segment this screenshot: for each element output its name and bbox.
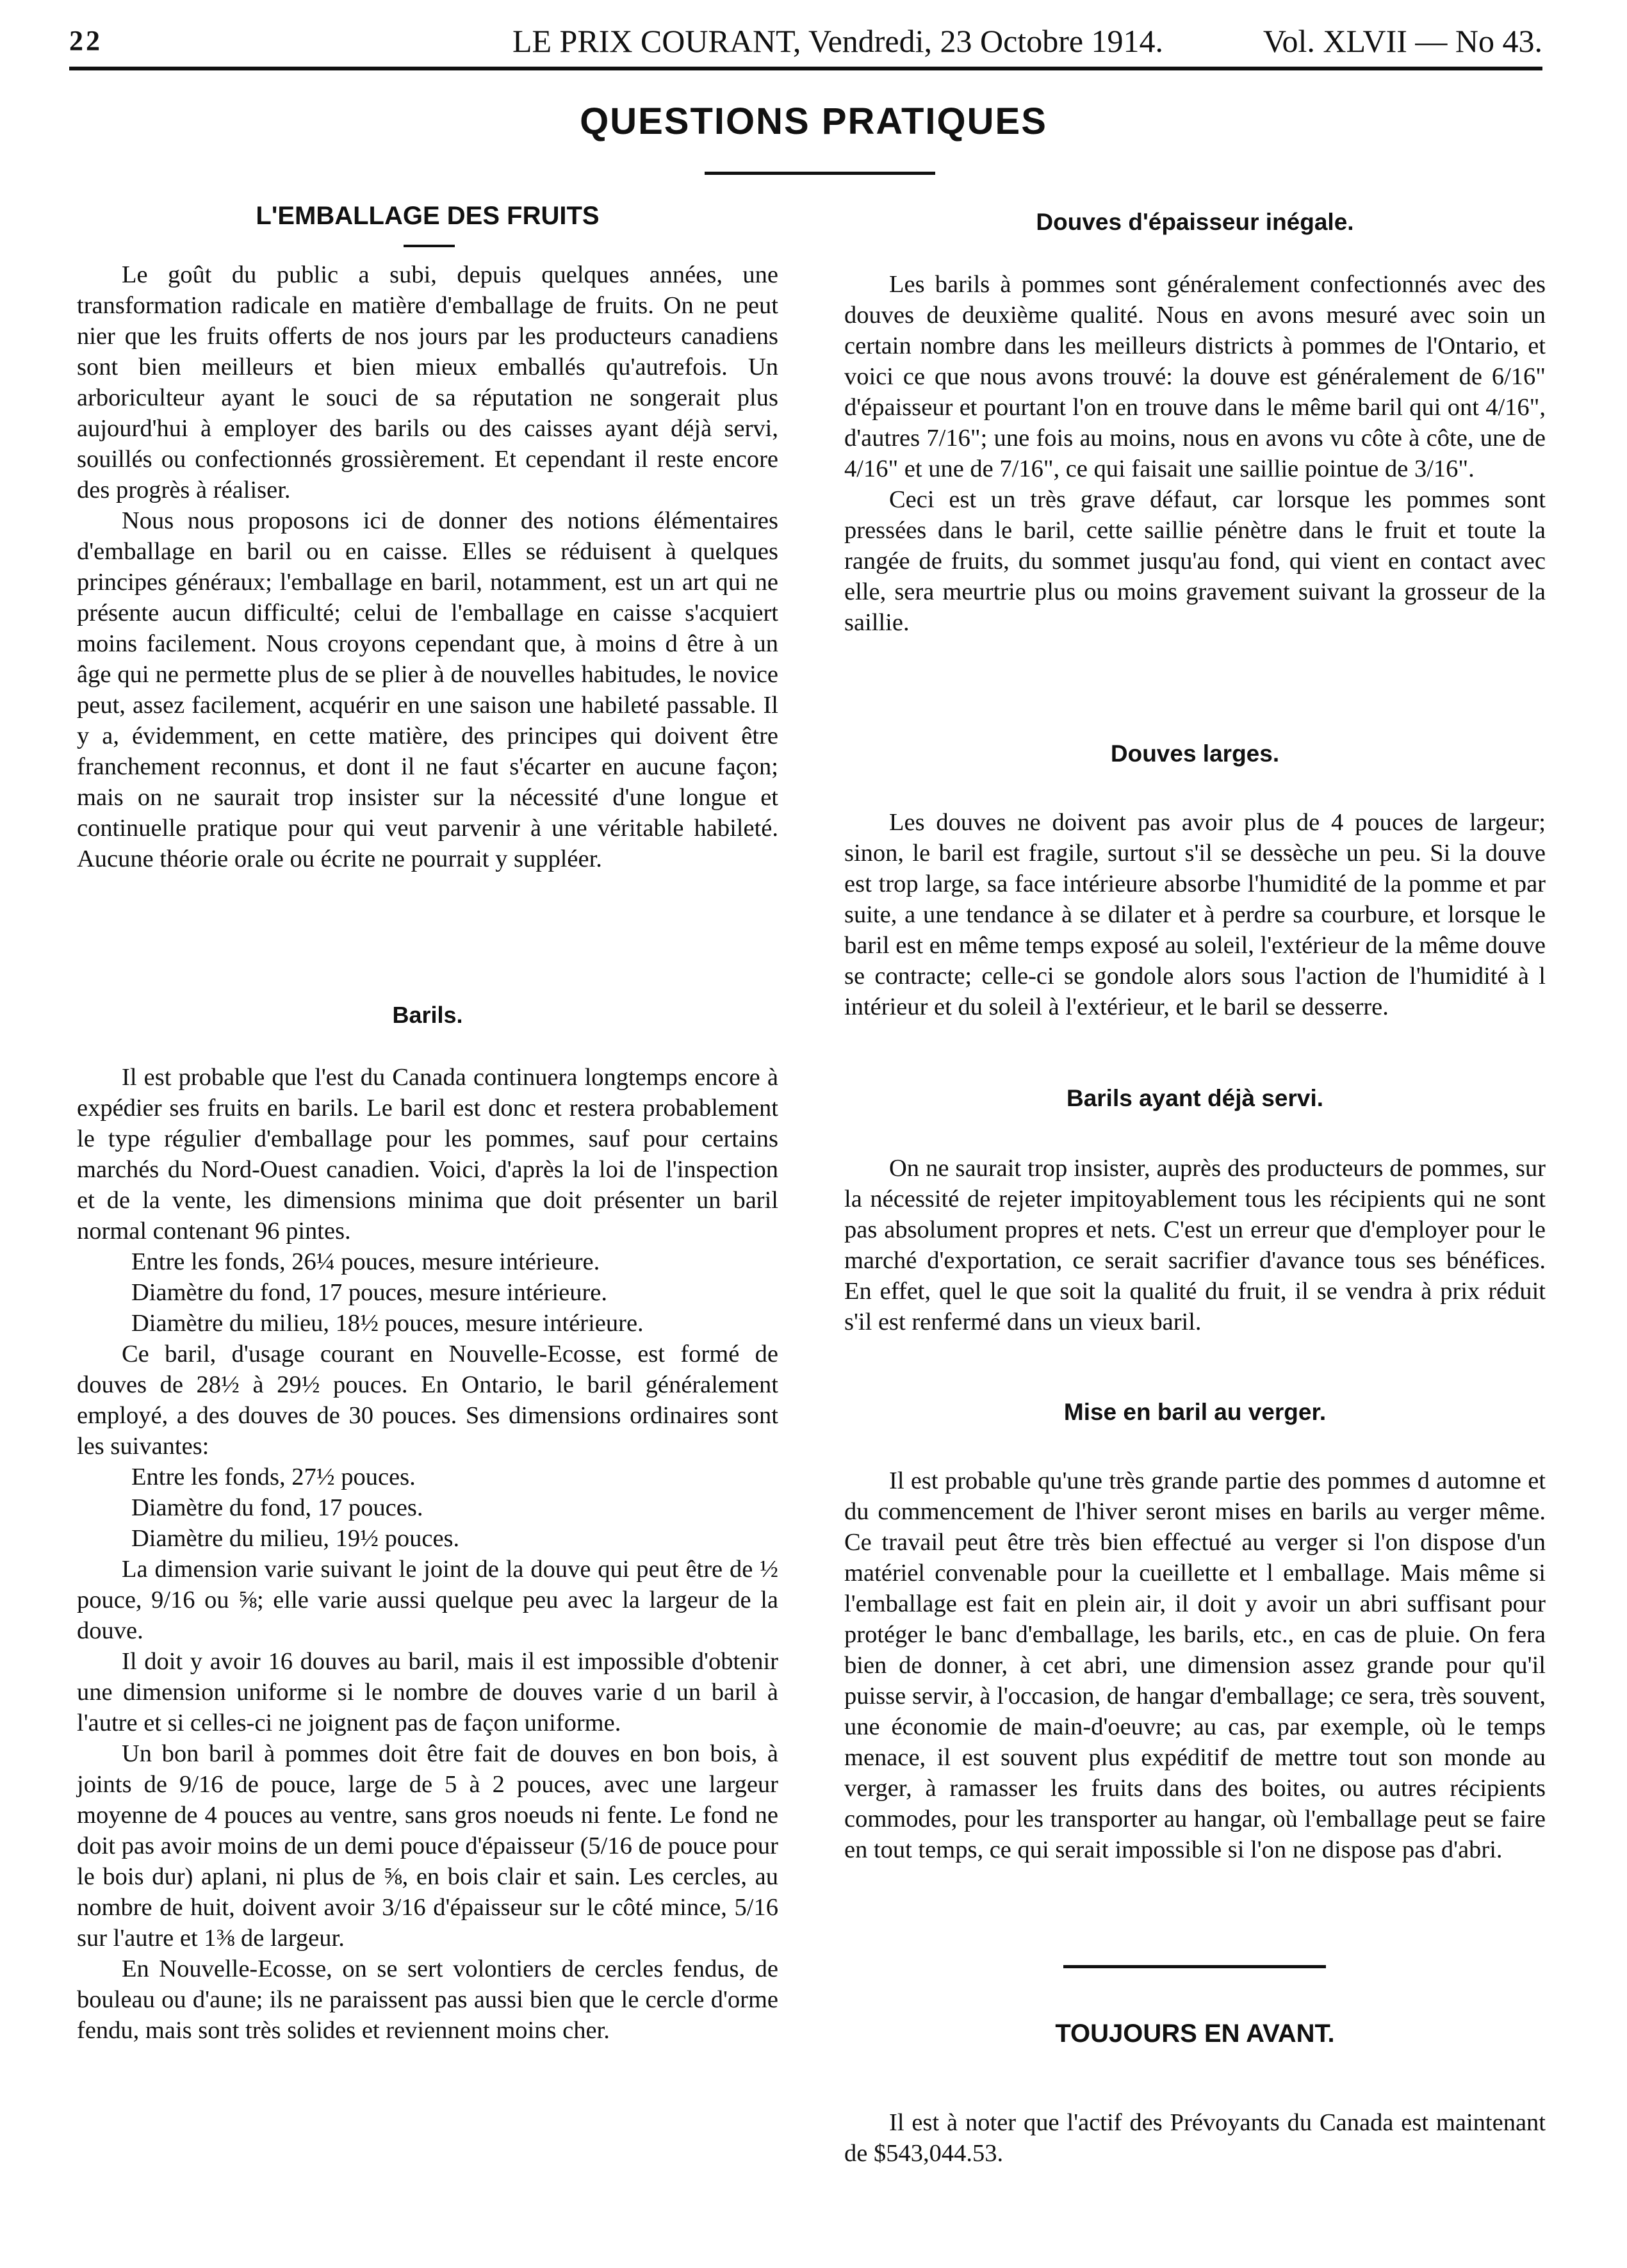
barils-paragraph: Il est probable que l'est du Canada continuera longtemps encore à expédier ses fruits en barils. Le baril est donc et restera probablement le type régulier d'emballage pour les pommes, sauf pour certains marchés du Nord-Ouest canadien. Voici, d'après la loi de l'inspection et de la vente, les dimensions minima que doit présenter un baril normal contenant 96 pintes. xyxy=(77,1064,778,1244)
intro-paragraph: Nous nous proposons ici de donner des notions élémentaires d'emballage en baril ou en caisse. Elles se réduisent à quelques principes généraux; l'emballage en baril, notamment, est un art qui ne présente aucun difficulté; celui de l'emballage en caisse s'acquiert moins facilement. Nous croyons cependant que, à moins d être à un âge qui ne permette plus de se plier à de nouvelles habitudes, le novice peut, assez facilement, acquérir en une saison une habileté passable. Il y a, évidemment, en cette matière, des principes qui doivent être franchement reconnus, et dont il ne faut s'écarter en aucune façon; mais on ne saurait trop insister sur la nécessité d'une longue et continuelle pratique pour qui veut parvenir à une véritable habileté. Aucune théorie orale ou écrite ne pourrait y suppléer. xyxy=(77,507,778,872)
left-heading-rule xyxy=(404,245,455,247)
right-heading-5: TOUJOURS EN AVANT. xyxy=(1055,2019,1335,2048)
barils-heading: Barils. xyxy=(392,1002,463,1028)
publication-title: LE PRIX COURANT, Vendredi, 23 Octobre 1914. xyxy=(512,23,1164,59)
measure-line: Diamètre du milieu, 18½ pouces, mesure intérieure. xyxy=(131,1310,644,1337)
right-paragraph: Ceci est un très grave défaut, car lorsque les pommes sont pressées dans le baril, cette saillie pénètre dans le fruit et toute la rangée de fruits, du sommet jusqu'au fond, qui vient en contact avec elle, sera meurtrie plus ou moins gravement suivant la grosseur de la saillie. xyxy=(844,486,1546,636)
left-heading: L'EMBALLAGE DES FRUITS xyxy=(256,202,600,230)
right-paragraph: On ne saurait trop insister, auprès des producteurs de pommes, sur la nécessité de rejeter impitoyablement tous les récipients qui ne sont pas absolument propres et nets. C'est un erreur que d'employer pour le marché d'exportation, ce serait sacrifier d'avance tous ses bénéfices. En effet, quel le que soit la qualité du fruit, il se vendra à prix réduit s'il est renfermé dans un vieux baril. xyxy=(844,1155,1546,1335)
measure-line: Diamètre du fond, 17 pouces, mesure intérieure. xyxy=(131,1279,608,1306)
intro-paragraph: Le goût du public a subi, depuis quelques années, une transformation radicale en matière d'emballage de fruits. On ne peut nier que les fruits offerts de nos jours par les producteurs canadiens sont bien meilleurs et bien mieux emballés qu'autrefois. Un arboriculteur ayant le souci de sa réputation ne songerait plus aujourd'hui à employer des barils ou des caisses ayant déjà servi, souillés ou confectionnés grossièrement. Et cependant il reste encore des progrès à réaliser. xyxy=(77,261,778,503)
right-heading-1: Douves d'épaisseur inégale. xyxy=(1036,209,1354,235)
measure-line: Diamètre du fond, 17 pouces. xyxy=(131,1494,423,1521)
barils-paragraph: En Nouvelle-Ecosse, on se sert volontiers de cercles fendus, de bouleau ou d'aune; ils ne paraissent pas aussi bien que le cercle d'orme fendu, mais sont très solides et reviennent moins cher. xyxy=(77,1955,778,2044)
page-header xyxy=(69,15,1542,67)
page-number: 22 xyxy=(69,25,102,56)
right-paragraph: Il est probable qu'une très grande partie des pommes d automne et du commencement de l'hiver seront mises en barils au verger même. Ce travail peut être très bien effectué au verger si l'on dispose d'un matériel convenable pour la cueillette et l emballage. Mais même si l'emballage est fait en plein air, il doit y avoir un abri suffisant pour protéger le banc d'emballage, les barils, etc., en cas de pluie. On fera bien de donner, à cet abri, une dimension assez grande pour qu'il puisse servir, à l'occasion, de hangar d'emballage; ce sera, très souvent, une économie de main-d'oeuvre; au cas, par exemple, où le temps menace, il est souvent plus expéditif de mettre tout son monde au verger, à ramasser les fruits dans des boites, ou autres récipients commodes, pour les transporter au hangar, où l'emballage peut se faire en tout temps, ce qui serait impossible si l'on ne dispose pas d'abri. xyxy=(844,1467,1546,1863)
volume-number: Vol. XLVII — No 43. xyxy=(1263,23,1542,59)
right-section-5 xyxy=(844,2107,1546,2169)
barils-paragraph: La dimension varie suivant le joint de la douve qui peut être de ½ pouce, 9/16 ou ⅝; elle varie aussi quelque peu avec la largeur de la douve. xyxy=(77,1556,778,1644)
right-heading-3: Barils ayant déjà servi. xyxy=(1066,1085,1324,1111)
title-rule xyxy=(705,172,935,175)
right-heading-2: Douves larges. xyxy=(1110,740,1280,767)
right-section-1 xyxy=(844,269,1546,638)
left-intro xyxy=(77,259,778,874)
barils-section xyxy=(77,1062,778,2046)
barils-paragraph: Un bon baril à pommes doit être fait de douves en bon bois, à joints de 9/16 de pouce, large de 5 à 2 pouces, avec une largeur moyenne de 4 pouces au ventre, sans gros noeuds ni fente. Le fond ne doit pas avoir moins de un demi pouce d'épaisseur (5/16 de pouce pour le bois dur) aplani, ni plus de ⅝, en bois clair et sain. Les cercles, au nombre de huit, doivent avoir 3/16 d'épaisseur sur le côté mince, 5/16 sur l'autre et 1⅜ de largeur. xyxy=(77,1740,778,1952)
closing-rule xyxy=(1063,1965,1326,1968)
right-heading-4: Mise en baril au verger. xyxy=(1063,1399,1327,1425)
barils-paragraph: Ce baril, d'usage courant en Nouvelle-Ecosse, est formé de douves de 28½ à 29½ pouces. En Ontario, le baril généralement employé, a des douves de 30 pouces. Ses dimensions ordinaires sont les suivantes: xyxy=(77,1341,778,1460)
right-paragraph: Il est à noter que l'actif des Prévoyants du Canada est maintenant de $543,044.53. xyxy=(844,2109,1546,2167)
header-rule xyxy=(69,67,1542,70)
barils-paragraph: Il doit y avoir 16 douves au baril, mais il est impossible d'obtenir une dimension uniforme si le nombre de douves varie d un baril à l'autre et si celles-ci ne joignent pas de façon uniforme. xyxy=(77,1648,778,1736)
measure-line: Entre les fonds, 26¼ pouces, mesure intérieure. xyxy=(131,1248,600,1275)
measure-line: Entre les fonds, 27½ pouces. xyxy=(131,1464,416,1490)
measure-line: Diamètre du milieu, 19½ pouces. xyxy=(131,1525,460,1552)
section-title: QUESTIONS PRATIQUES xyxy=(580,101,1047,142)
right-section-4 xyxy=(844,1465,1546,1865)
right-section-3 xyxy=(844,1153,1546,1337)
right-section-2 xyxy=(844,807,1546,1022)
right-paragraph: Les barils à pommes sont généralement confectionnés avec des douves de deuxième qualité. Nous en avons mesuré avec soin un certain nombre dans les meilleurs districts à pommes de l'Ontario, et voici ce que nous avons trouvé: la douve est généralement de 6/16" d'épaisseur et pourtant l'on en trouve dans le même baril qui ont 4/16", d'autres 7/16"; une fois au moins, nous en avons vu côte à côte, une de 4/16" et une de 7/16", ce qui faisait une saillie pointue de 3/16". xyxy=(844,271,1546,482)
right-paragraph: Les douves ne doivent pas avoir plus de 4 pouces de largeur; sinon, le baril est fragile, surtout s'il se dessèche un peu. Si la douve est trop large, sa face intérieure absorbe l'humidité de la pomme et par suite, a une tendance à se dilater et à perdre sa courbure, et lorsque le baril est en même temps exposé au soleil, l'extérieur de la même douve se contracte; celle-ci se gondole alors sous l'action de l'humidité à l intérieur et du soleil à l'extérieur, et le baril se desserre. xyxy=(844,809,1546,1020)
